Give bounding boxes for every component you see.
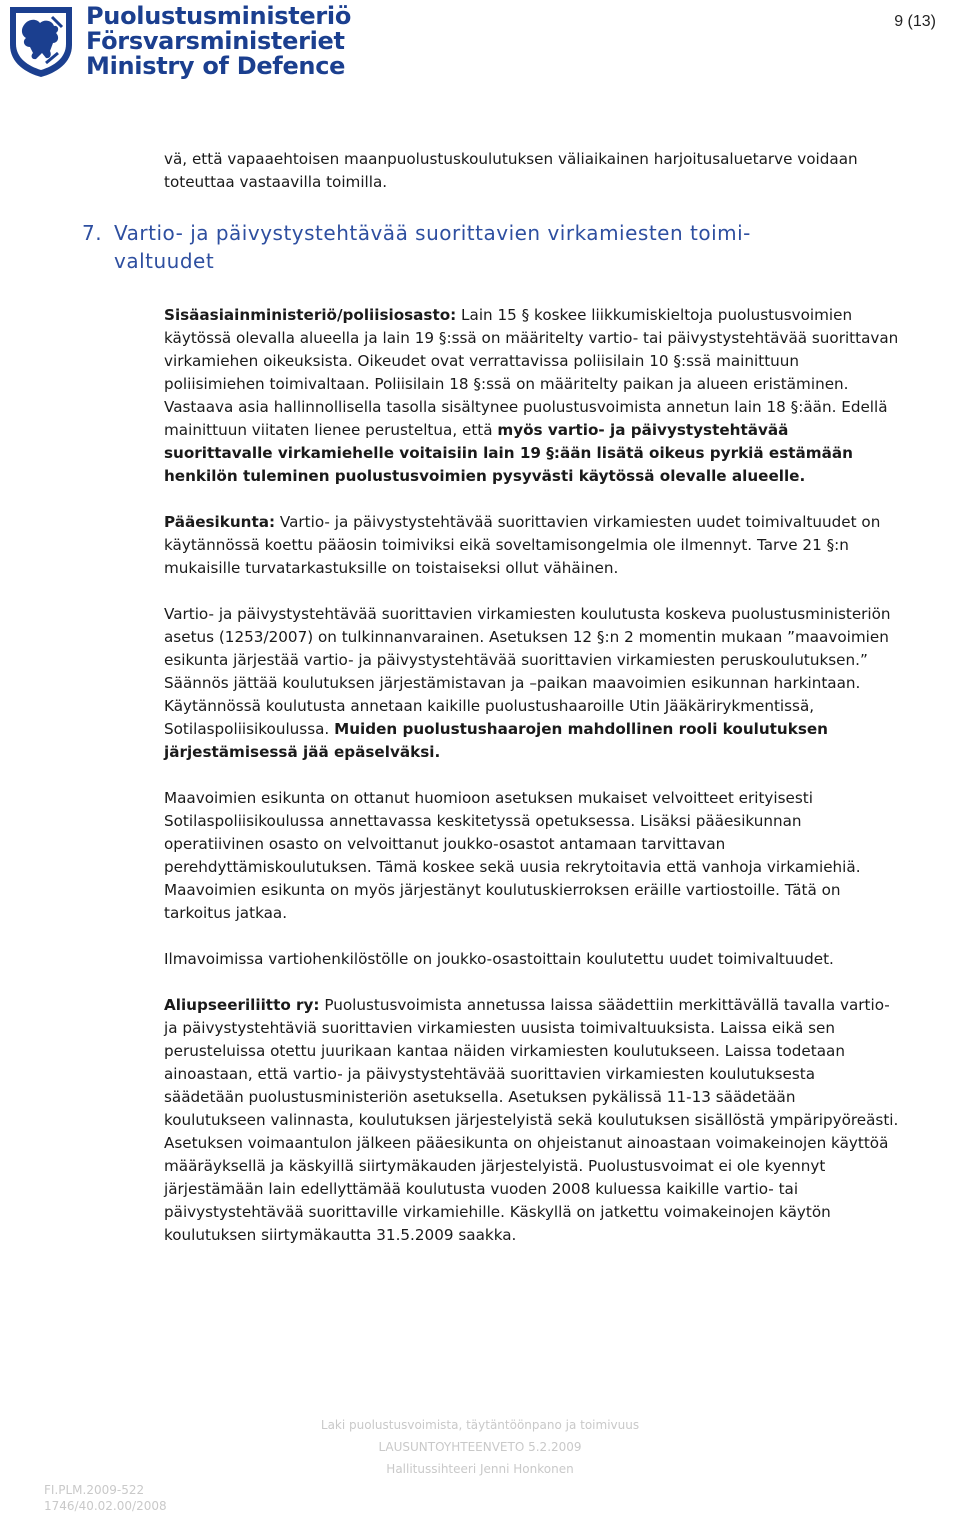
paragraph-text: Maavoimien esikunta on ottanut huomioon asetuksen mukaiset velvoitteet erityisesti Sotilaspoliisikoulussa annettavassa keskitetyssä opetuksessa. Lisäksi pääesikunnan operatiivinen osasto on velvoittanut joukko-osastot antamaan tarvittavan perehdyttämiskoulutuksen. Tämä koskee sekä uusia rekrytoitavia että vanhoja virkamiehiä. Maavoimien esikunta on myös järjestänyt koulutuskierroksen eräille vartiostoille. Tätä on tarkoitus jatkaa. [164, 789, 861, 922]
paragraph-paaesikunta [164, 511, 899, 580]
org-label: Sisäasiainministeriö/poliisiosasto: [164, 306, 457, 324]
ministry-logo [6, 2, 366, 80]
paragraph-emphasis: myös vartio- ja päivystystehtävää suorittavalle virkamiehelle voitaisiin lain 19 §:ään lisätä oikeus pyrkiä estämään henkilön tuleminen puolustusvoimien pysyvästi käytössä olevalle alueelle. [164, 421, 853, 485]
paragraph-maavoimat [164, 787, 899, 925]
section-number: 7. [82, 221, 103, 245]
lion-crest-icon [6, 3, 76, 79]
paragraph-emphasis: Muiden puolustushaarojen mahdollinen rooli koulutuksen järjestämisessä jää epäselväksi. [164, 720, 828, 761]
section-title-line2: valtuudet [114, 249, 215, 273]
logo-wordmark [86, 1, 352, 80]
document-body [164, 148, 899, 1270]
paragraph-ilmavoimat [164, 948, 899, 971]
intro-paragraph: vä, että vapaaehtoisen maanpuolustuskoulutuksen väliaikainen harjoitusaluetarve voidaan toteuttaa vastaavilla toimilla. [164, 150, 858, 191]
paragraph-sisaasiainministerio [164, 304, 899, 488]
logo-line-finnish: Puolustusministeriö [86, 1, 352, 30]
logo-line-english: Ministry of Defence [86, 51, 346, 80]
footer-title: Laki puolustusvoimista, täytäntöönpano ja toimivuus [320, 1418, 640, 1432]
paragraph-text: Ilmavoimissa vartiohenkilöstölle on joukko-osastoittain koulutettu uudet toimivaltuudet. [164, 950, 834, 968]
paragraph-text: Puolustusvoimista annetussa laissa säädettiin merkittävällä tavalla vartio- ja päivystystehtäviä suorittavien virkamiesten uusista toimivaltuuksista. Laissa eikä sen perusteluissa otettu juurikaan kantaa näiden virkamiesten koulutukseen. Laissa todetaan ainoastaan, että vartio- ja päivystystehtävää suorittavien virkamiesten koulutuksesta säädetään puolustusministeriön asetuksella. Asetuksen pykälissä 11-13 säädetään koulutukseen valinnasta, koulutuksen järjestelyistä sekä koulutuksen sisällöstä ympäripyöreästi. Asetuksen voimaantulon jälkeen pääesikunta on ohjeistanut ainoastaan voimakeinojen käyttöä määräyksellä ja käskyillä siirtymäkauden järjestelyistä. Puolustusvoimat ei ole kyennyt järjestämään lain edellyttämää koulutusta vuoden 2008 kuluessa kaikille vartio- tai päivystystehtävää suorittaville virkamiehille. Käskyllä on jatkettu voimakeinojen käytön koulutuksen siirtymäkautta 31.5.2009 saakka. [164, 996, 899, 1244]
org-label: Pääesikunta: [164, 513, 276, 531]
logo-line-swedish: Försvarsministeriet [86, 26, 345, 55]
paragraph-aliupseeriliitto [164, 994, 899, 1247]
footer-document-type: LAUSUNTOYHTEENVETO 5.2.2009 [378, 1440, 582, 1454]
paragraph-text: Vartio- ja päivystystehtävää suorittavien virkamiesten uudet toimivaltuudet on käytännössä koettu pääosin toimiviksi eikä soveltamisongelmia ole ilmennyt. Tarve 21 §:n mukaisille turvatarkastuksille on toistaiseksi ollut vähäinen. [164, 513, 881, 577]
footer-reference-1: FI.PLM.2009-522 [44, 1483, 145, 1497]
page-number: 9 (13) [894, 13, 936, 30]
footer-reference-2: 1746/40.02.00/2008 [44, 1499, 167, 1513]
org-label: Aliupseeriliitto ry: [164, 996, 320, 1014]
section-title-line1: Vartio- ja päivystystehtävää suorittavien virkamiesten toimi- [114, 221, 751, 245]
footer-author: Hallitussihteeri Jenni Honkonen [386, 1462, 574, 1476]
paragraph-koulutus-asetus [164, 603, 899, 764]
paragraph-text: Lain 15 § koskee liikkumiskieltoja puolustusvoimien käytössä olevalla alueella ja lain 19 §:ssä on määritelty vartio- tai päivystystehtävää suorittavan virkamiehen oikeuksista. Oikeudet ovat verrattavissa poliisilain 10 §:ssä mainittuun poliisimiehen toimivaltaan. Poliisilain 18 §:ssä on määritelty paikan ja alueen eristäminen. Vastaava asia hallinnollisella tasolla sisältynee puolustusvoimista annetun lain 18 §:ään. Edellä mainittuun viitaten lienee perusteltua, että [164, 306, 899, 439]
paragraph-text: Vartio- ja päivystystehtävää suorittavien virkamiesten koulutusta koskeva puolustusministeriön asetus (1253/2007) on tulkinnanvarainen. Asetuksen 12 §:n 2 momentin mukaan ”maavoimien esikunta järjestää vartio- ja päivystystehtävää suorittavien virkamiesten peruskoulutuksen.” Säännös jättää koulutuksen järjestämistavan ja –paikan maavoimien esikunnan harkintaan. Käytännössä koulutusta annetaan kaikille puolustushaaroille Utin Jääkärirykmentissä, Sotilaspoliisikoulussa. [164, 605, 891, 738]
